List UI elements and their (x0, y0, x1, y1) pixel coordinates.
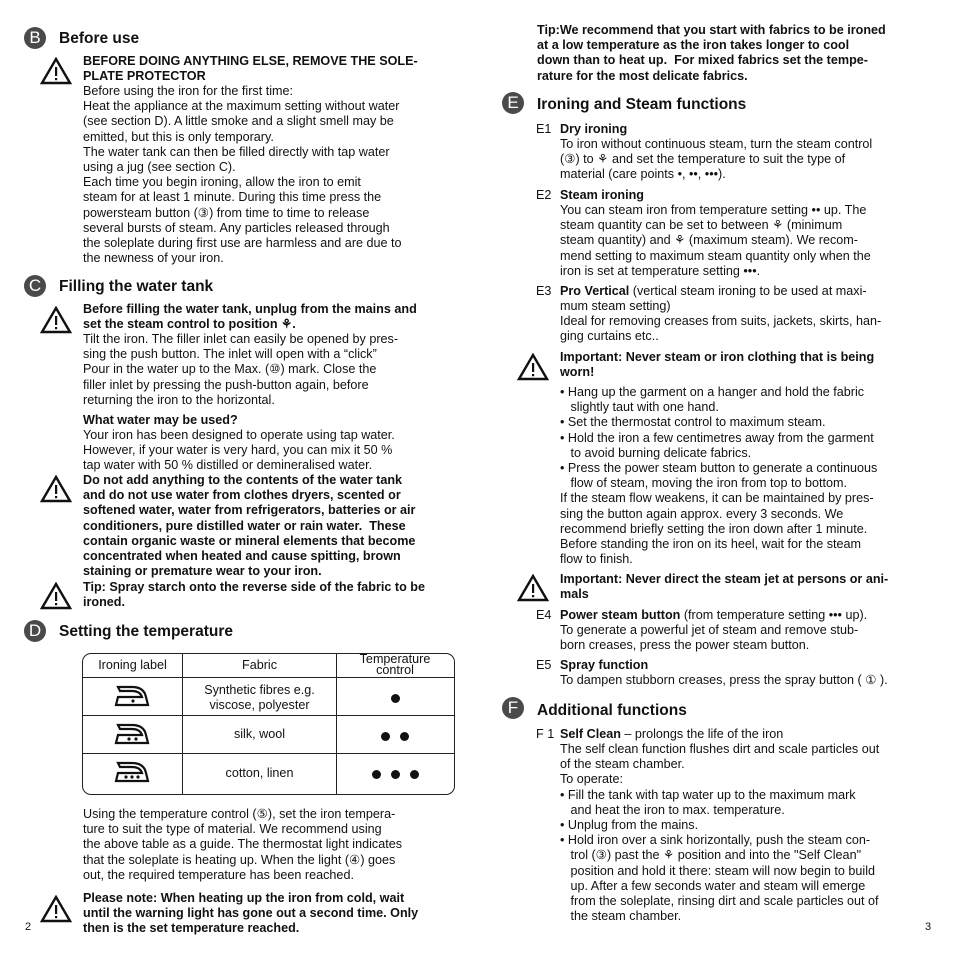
text-line: several bursts of steam. Any particles released through (83, 220, 390, 235)
text-line: of the steam chamber. (560, 757, 685, 772)
text-line: the steam chamber. (560, 909, 682, 924)
text-line: filler inlet by pressing the push-button again, before (83, 377, 369, 392)
page-number: 3 (925, 921, 932, 933)
iron-three-dots-icon (112, 759, 152, 785)
text-line: flow of steam, moving the iron from top to bottom. (560, 476, 847, 491)
text-line: To dampen stubborn creases, press the spray button ( ① ). (560, 673, 888, 687)
fabric-synthetic: Synthetic fibres e.g. viscose, polyester (204, 683, 315, 712)
warning-text: PLATE PROTECTOR (83, 69, 206, 83)
warning-text: BEFORE DOING ANYTHING ELSE, REMOVE THE SOLE- (83, 54, 418, 68)
text-line: To iron without continuous steam, turn the steam control (560, 137, 873, 151)
section-letter-f: F (502, 697, 524, 719)
text-line: sing the push button. The inlet will open with a “click” (83, 347, 377, 362)
item-number: E3 (536, 284, 552, 298)
text-line: Please note: When heating up the iron from cold, wait (83, 891, 405, 905)
text-line: using a jug (see section C). (83, 160, 236, 174)
text-line: sing the button again approx. every 3 seconds. We (560, 506, 844, 521)
text-line: up. After a few seconds water and steam will emerge (560, 878, 866, 893)
text-line: born creases, press the power steam button. (560, 638, 810, 653)
text-line: powersteam button (③) from time to time to release (83, 205, 370, 220)
section-b-title: Before use (59, 30, 140, 47)
text-line: Each time you begin ironing, allow the iron to emit (83, 175, 361, 190)
text-line: and do not use water from clothes dryers, scented or (83, 488, 401, 503)
text-line: recommend briefly setting the iron down after 1 minute. (560, 521, 868, 536)
text-line: Heat the appliance at the maximum setting without water (83, 99, 400, 114)
text-line: the soleplate during first use are harmless and are due to (83, 236, 402, 250)
question-heading: What water may be used? (83, 413, 238, 427)
text-line: To operate: (560, 772, 624, 787)
section-c-title: Filling the water tank (59, 278, 214, 295)
warning-icon (40, 582, 72, 610)
text-line: material (care points •, ••, •••). (560, 167, 726, 182)
section-d-title: Setting the temperature (59, 623, 233, 640)
text-line: steam quantity) and ⚘ (maximum steam). We recom- (560, 233, 858, 248)
text-line: mum steam setting) (560, 299, 671, 313)
tip-text: Tip: Spray starch onto the reverse side of the fabric to be (83, 580, 425, 594)
text-line: (③) to ⚘ and set the temperature to suit the type of (560, 152, 846, 167)
text-line: softened water, water from refrigerators, batteries or air (83, 503, 416, 518)
section-letter-c: C (24, 275, 46, 297)
item-number: E1 (536, 122, 552, 136)
text-line: The self clean function flushes dirt and scale particles out (560, 742, 880, 756)
text-line: contain organic waste or mineral elements that become (83, 533, 416, 548)
text-line: concentrated when heated and cause spitting, brown (83, 549, 401, 563)
warning-icon (40, 475, 72, 503)
instruction-bold: Before filling the water tank, unplug from the mains and (83, 302, 417, 316)
text-line: Ideal for removing creases from suits, jackets, skirts, han- (560, 314, 882, 329)
table-header-label: Ironing label (98, 658, 167, 672)
text-line: To generate a powerful jet of steam and remove stub- (560, 623, 859, 637)
item-number: E5 (536, 658, 552, 672)
section-letter-d: D (24, 620, 46, 642)
instruction-bold: set the steam control to position ⚘. (83, 317, 296, 331)
text-line: the newness of your iron. (83, 251, 224, 266)
section-letter-e: E (502, 92, 524, 114)
fabric-cotton: cotton, linen (225, 766, 294, 780)
item-number: F 1 (536, 727, 555, 741)
item-number: E2 (536, 188, 552, 202)
pro-vertical-line: Pro Vertical (vertical steam ironing to be used at maxi- (560, 284, 867, 298)
text-line: • Hold the iron a few centimetres away from the garment (560, 430, 874, 445)
text-line: Using the temperature control (⑤), set the iron tempera- (83, 807, 396, 821)
iron-one-dot-icon (112, 683, 152, 709)
section-f-title: Additional functions (537, 702, 687, 719)
item-title: Spray function (560, 658, 649, 672)
text-line: • Unplug from the mains. (560, 818, 699, 832)
warning-icon (40, 895, 72, 923)
warning-icon (40, 57, 72, 85)
text-line: Do not add anything to the contents of the water tank (83, 473, 403, 487)
text-line: Tilt the iron. The filler inlet can easily be opened by pres- (83, 332, 399, 346)
power-steam-line: Power steam button (from temperature setting ••• up). (560, 608, 868, 622)
temp-one-dot (337, 692, 453, 707)
text-line: • Fill the tank with tap water up to the maximum mark (560, 787, 856, 802)
text-line: However, if your water is very hard, you can mix it 50 % (83, 443, 393, 458)
text-line: If the steam flow weakens, it can be maintained by pres- (560, 491, 874, 506)
text-line: iron is set at temperature setting •••. (560, 263, 761, 278)
text-line: until the warning light has gone out a second time. Only (83, 906, 419, 921)
text-line: position and hold it there: steam will now begin to build (560, 863, 876, 878)
text-line: • Hold iron over a sink horizontally, push the steam con- (560, 833, 871, 848)
text-line: Pour in the water up to the Max. (⑩) mark. Close the (83, 362, 377, 377)
text-line: tap water with 50 % distilled or demineralised water. (83, 458, 373, 473)
text-line: emitted, but this is only temporary. (83, 129, 274, 144)
text-line: steam for at least 1 minute. During this time press the (83, 190, 382, 205)
text-line: rature for the most delicate fabrics. (537, 68, 748, 83)
text-line: • Press the power steam button to generate a continuous (560, 461, 878, 475)
tip-text: ironed. (83, 595, 125, 609)
text-line: Before using the iron for the first time: (83, 84, 293, 98)
text-line: worn! (560, 365, 595, 380)
warning-icon (517, 574, 549, 602)
text-line: then is the set temperature reached. (83, 921, 300, 936)
text-line: The water tank can then be filled directly with tap water (83, 144, 390, 159)
text-line: down than to heat up. For mixed fabrics set the tempe- (537, 53, 868, 68)
iron-two-dots-icon (112, 721, 152, 747)
text-line: • Set the thermostat control to maximum steam. (560, 415, 826, 430)
text-line: returning the iron to the horizontal. (83, 392, 275, 407)
text-line: mend setting to maximum steam quantity only when the (560, 248, 871, 263)
text-line: that the soleplate is heating up. When the light (④) goes (83, 852, 396, 867)
section-letter-b: B (24, 27, 46, 49)
text-line: Important: Never steam or iron clothing that is being (560, 350, 875, 364)
table-header-temp: Temperature control (359, 652, 431, 677)
temp-three-dots (337, 768, 453, 783)
text-line: trol (③) past the ⚘ position and into the "Self Clean" (560, 848, 862, 863)
text-line: mals (560, 587, 589, 602)
text-line: and heat the iron to max. temperature. (560, 802, 785, 817)
text-line: slightly taut with one hand. (560, 400, 719, 415)
text-line: You can steam iron from temperature setting •• up. The (560, 203, 867, 217)
item-title: Dry ironing (560, 122, 628, 136)
warning-icon (517, 353, 549, 381)
text-line: ture to suit the type of material. We recommend using (83, 822, 382, 837)
text-line: • Hang up the garment on a hanger and hold the fabric (560, 385, 865, 399)
page-number: 2 (25, 921, 32, 933)
text-line: at a low temperature as the iron takes longer to cool (537, 38, 850, 53)
text-line: ging curtains etc.. (560, 329, 659, 344)
text-line: steam quantity can be set to between ⚘ (minimum (560, 218, 843, 233)
text-line: out, the required temperature has been reached. (83, 867, 354, 882)
item-number: E4 (536, 608, 552, 622)
text-line: Important: Never direct the steam jet at persons or ani- (560, 572, 889, 586)
self-clean-line: Self Clean – prolongs the life of the iron (560, 727, 784, 741)
text-line: Before standing the iron on its heel, wait for the steam (560, 537, 862, 551)
text-line: the above table as a guide. The thermostat light indicates (83, 837, 403, 852)
temp-two-dots (337, 730, 453, 745)
fabric-silk: silk, wool (233, 727, 286, 741)
text-line: staining or premature wear to your iron. (83, 564, 322, 579)
warning-icon (40, 306, 72, 334)
section-e-title: Ironing and Steam functions (537, 96, 747, 113)
table-header-fabric: Fabric (242, 658, 277, 672)
text-line: to avoid burning delicate fabrics. (560, 445, 752, 460)
text-line: (see section D). A little smoke and a slight smell may be (83, 114, 394, 129)
text-line: Tip:We recommend that you start with fabrics to be ironed (537, 23, 886, 37)
text-line: from the soleplate, rinsing dirt and scale particles out of (560, 894, 879, 908)
item-title: Steam ironing (560, 188, 644, 202)
text-line: conditioners, pure distilled water or rain water. These (83, 518, 406, 533)
text-line: Your iron has been designed to operate using tap water. (83, 428, 395, 442)
text-line: flow to finish. (560, 552, 633, 567)
